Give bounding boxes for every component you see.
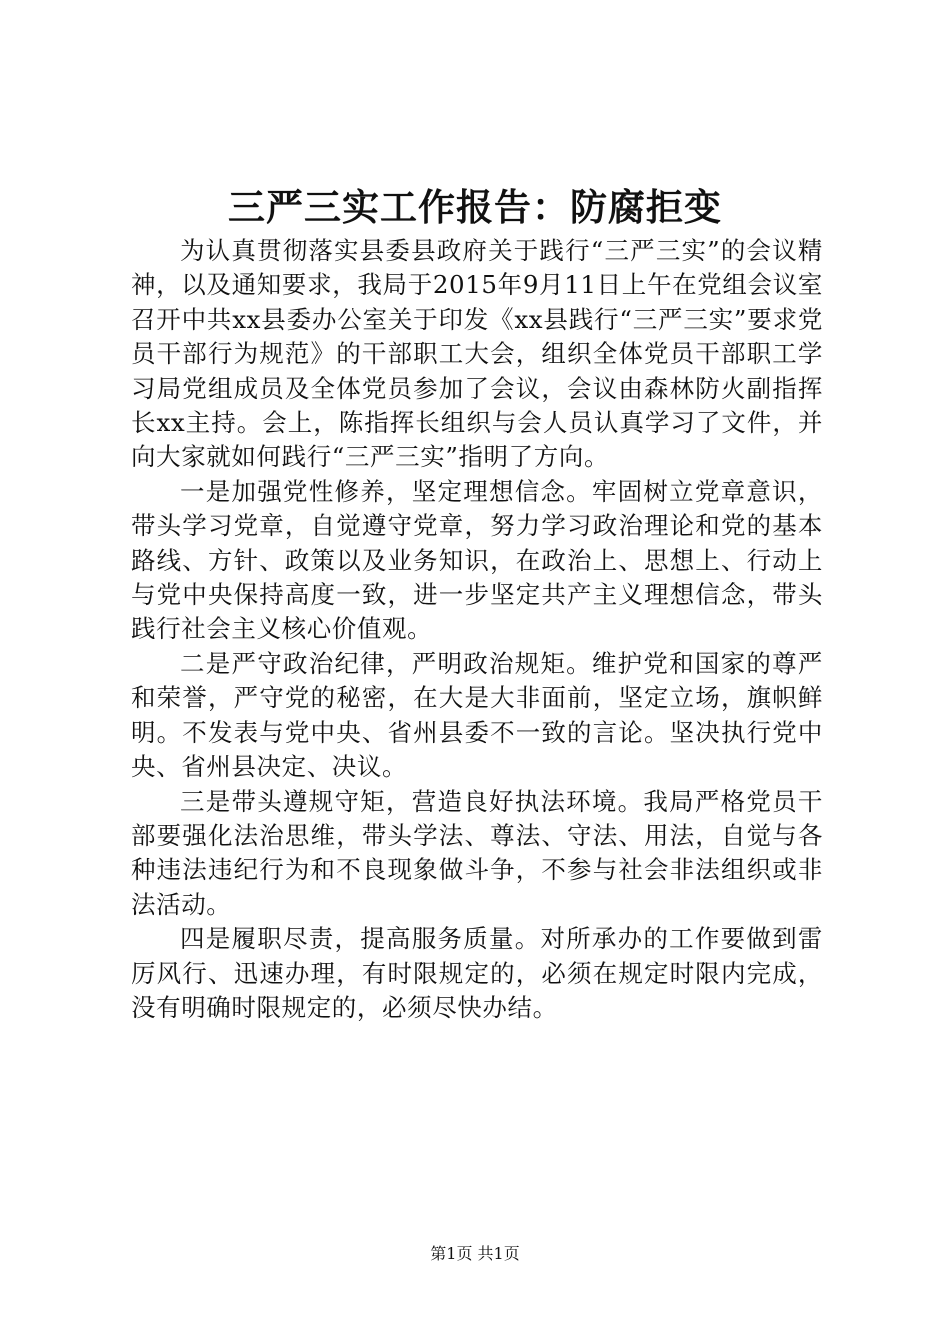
paragraph-point-three: 三是带头遵规守矩，营造良好执法环境。我局严格党员干部要强化法治思维，带头学法、尊法、守法、用法，自觉与各种违法违纪行为和不良现象做斗争，不参与社会非法组织或非法活动。 (131, 786, 823, 919)
document-body (131, 234, 823, 1025)
paragraph-point-two: 二是严守政治纪律，严明政治规矩。维护党和国家的尊严和荣誉，严守党的秘密，在大是大非面前，坚定立场，旗帜鲜明。不发表与党中央、省州县委不一致的言论。坚决执行党中央、省州县决定、决议。 (131, 648, 823, 782)
page-number-footer: 第1页 共1页 (430, 1244, 520, 1263)
paragraph-point-one: 一是加强党性修养，坚定理想信念。牢固树立党章意识，带头学习党章，自觉遵守党章，努力学习政治理论和党的基本路线、方针、政策以及业务知识，在政治上、思想上、行动上与党中央保持高度一致，进一步坚定共产主义理想信念，带头践行社会主义核心价值观。 (131, 476, 823, 644)
document-title: 三严三实工作报告：防腐拒变 (228, 185, 722, 229)
paragraph-intro: 为认真贯彻落实县委县政府关于践行“三严三实”的会议精神，以及通知要求，我局于2015年9月11日上午在党组会议室召开中共xx县委办公室关于印发《xx县践行“三严三实”要求党员干部行为规范》的干部职工大会，组织全体党员干部职工学习局党组成员及全体党员参加了会议，会议由森林防火副指挥长xx主持。会上，陈指挥长组织与会人员认真学习了文件，并向大家就如何践行“三严三实”指明了方向。 (131, 236, 823, 472)
paragraph-point-four: 四是履职尽责，提高服务质量。对所承办的工作要做到雷厉风行、迅速办理，有时限规定的，必须在规定时限内完成，没有明确时限规定的，必须尽快办结。 (131, 924, 823, 1022)
